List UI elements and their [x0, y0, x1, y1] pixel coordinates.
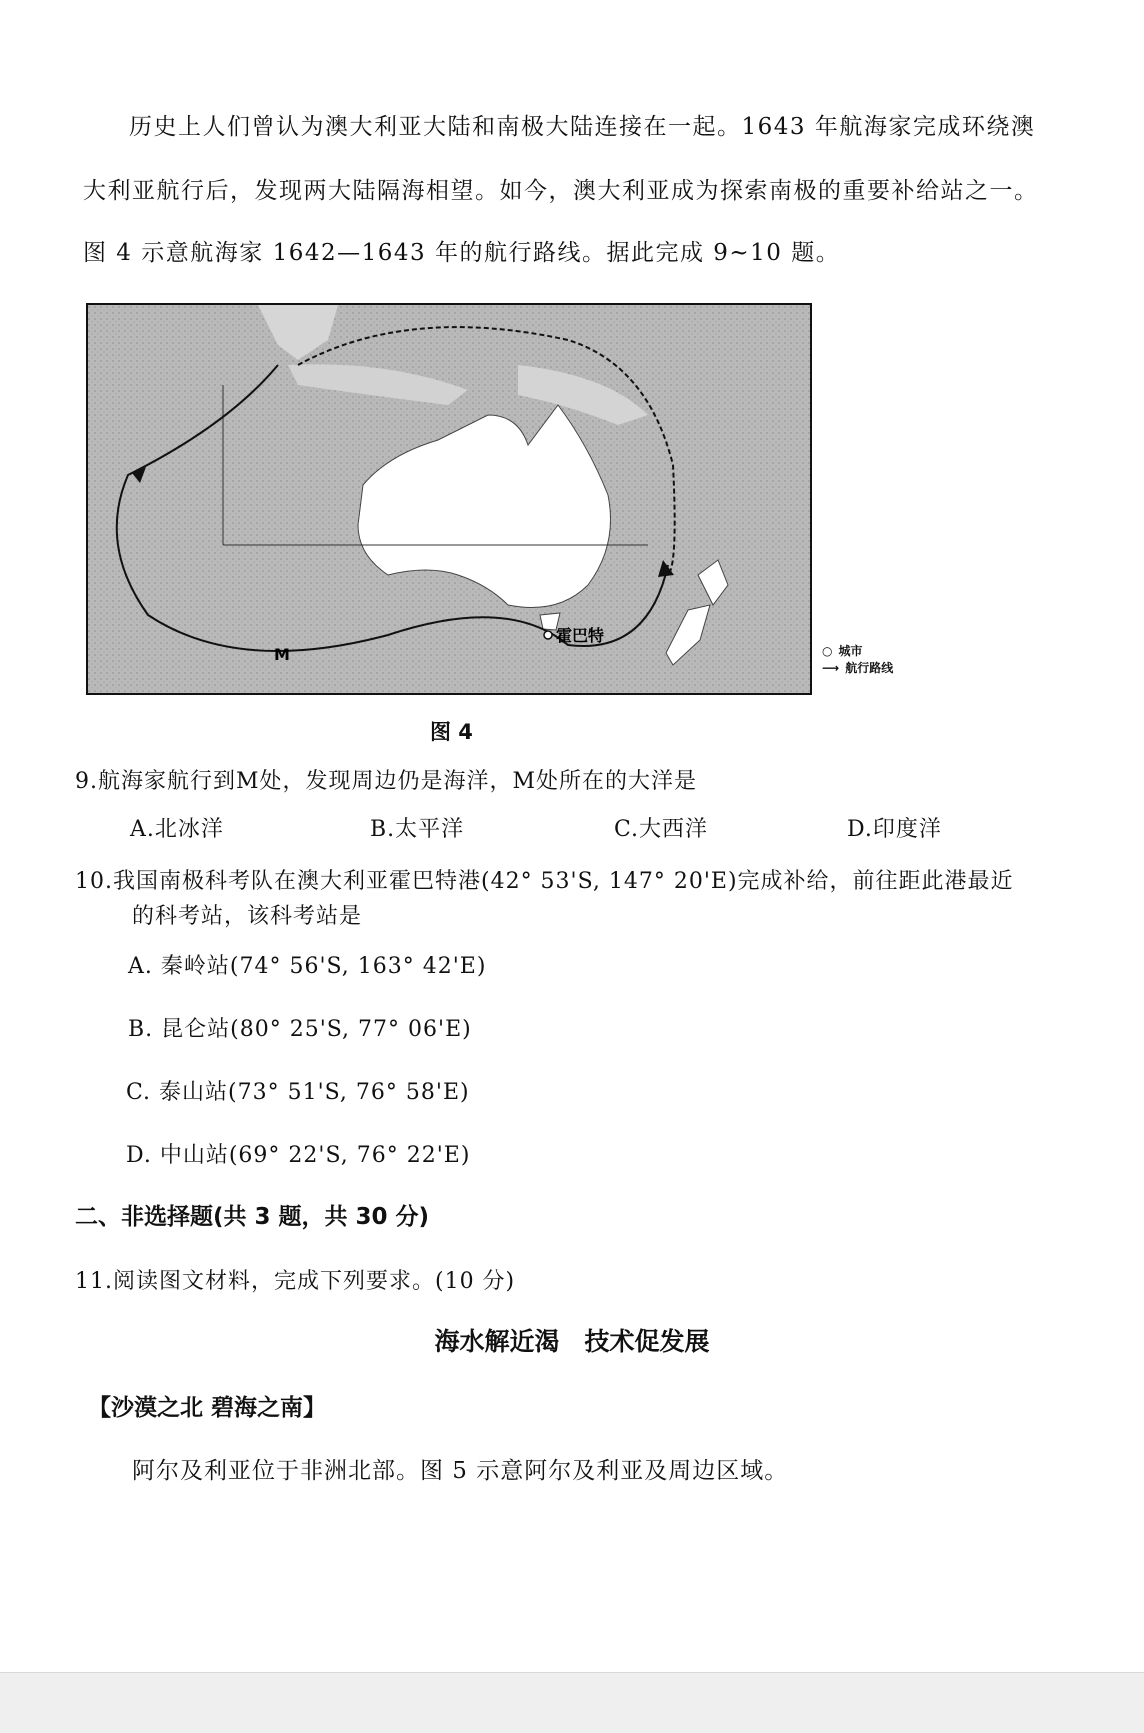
q9-option-a: A.北冰洋	[130, 817, 224, 842]
legend-route	[822, 660, 893, 677]
q10-option-d: D. 中山站(69° 22'S, 76° 22'E)	[126, 1143, 471, 1168]
question-11-stem: 11.阅读图文材料，完成下列要求。(10 分)	[75, 1269, 516, 1294]
intro-line-3: 图 4 示意航海家 1642—1643 年的航行路线。据此完成 9~10 题。	[83, 240, 841, 266]
viewer-bottom-bar	[0, 1672, 1144, 1733]
legend-city-label: 城市	[838, 644, 863, 658]
point-m-label: M	[274, 645, 290, 664]
q9-option-c: C.大西洋	[614, 817, 709, 842]
material-intro: 阿尔及利亚位于非洲北部。图 5 示意阿尔及利亚及周边区域。	[132, 1458, 789, 1484]
hobart-label: 霍巴特	[556, 626, 605, 645]
map-legend	[822, 643, 893, 677]
question-9-stem: 9.航海家航行到M处，发现周边仍是海洋，M处所在的大洋是	[75, 769, 698, 794]
q10-option-b: B. 昆仑站(80° 25'S, 77° 06'E)	[128, 1017, 472, 1042]
question-10-stem-line-2: 的科考站，该科考站是	[132, 904, 363, 929]
q9-option-d: D.印度洋	[847, 817, 942, 842]
figure-4-map	[86, 303, 812, 695]
legend-route-label: 航行路线	[845, 661, 894, 675]
material-section-heading: 【沙漠之北 碧海之南】	[88, 1395, 327, 1421]
intro-line-2: 大利亚航行后，发现两大陆隔海相望。如今，澳大利亚成为探索南极的重要补给站之一。	[83, 178, 1039, 204]
legend-city	[822, 643, 893, 660]
q10-option-c: C. 泰山站(73° 51'S, 76° 58'E)	[126, 1080, 470, 1105]
section-2-heading: 二、非选择题(共 3 题，共 30 分)	[75, 1204, 430, 1230]
hobart-city-marker	[544, 631, 552, 639]
intro-line-1: 历史上人们曾认为澳大利亚大陆和南极大陆连接在一起。1643 年航海家完成环绕澳	[129, 114, 1036, 140]
city-circle-icon: ○	[822, 644, 833, 658]
material-title: 海水解近渴 技术促发展	[434, 1327, 710, 1356]
q10-option-a: A. 秦岭站(74° 56'S, 163° 42'E)	[128, 954, 487, 979]
q9-option-b: B.太平洋	[370, 817, 465, 842]
route-arrow-icon: ⟶	[822, 661, 840, 675]
question-10-stem-line-1: 10.我国南极科考队在澳大利亚霍巴特港(42° 53'S, 147° 20'E)完成补给，前往距此港最近	[75, 869, 1014, 894]
figure-caption: 图 4	[430, 720, 473, 744]
map-graphic	[88, 305, 810, 693]
